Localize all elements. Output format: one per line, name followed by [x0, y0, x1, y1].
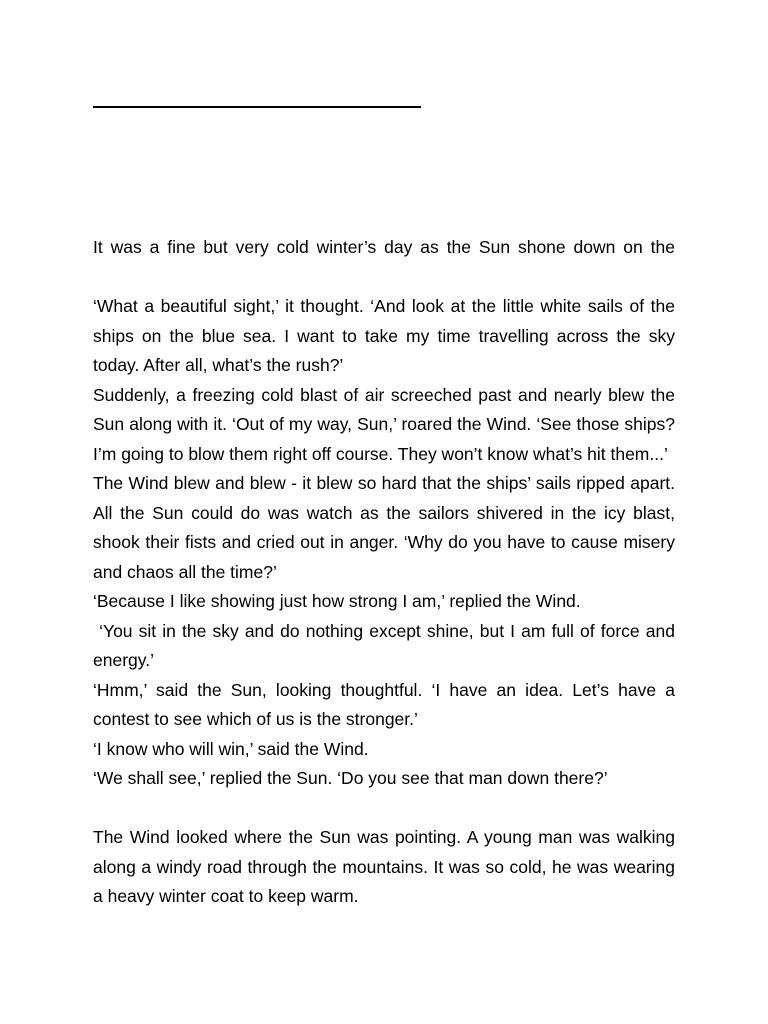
horizontal-rule: [93, 106, 421, 108]
paragraph-4: The Wind blew and blew - it blew so hard that the ships’ sails ripped apart. All the Sun could do was watch as the sailors shivered in the icy blast, shook their fists and cried out in anger. ‘Why do you have to cause misery and chaos all the time?’: [93, 473, 675, 582]
paragraph-gap: [93, 794, 675, 824]
paragraph-5: ‘Because I like showing just how strong I am,’ replied the Wind.: [93, 591, 581, 611]
paragraph-10: The Wind looked where the Sun was pointing. A young man was walking along a windy road through the mountains. It was so cold, he was wearing a heavy winter coat to keep warm.: [93, 827, 675, 906]
paragraph-2: ‘What a beautiful sight,’ it thought. ‘And look at the little white sails of the ships on the blue sea. I want to take my time travelling across the sky today. After all, what’s the rush?’: [93, 296, 675, 375]
paragraph-9: ‘We shall see,’ replied the Sun. ‘Do you see that man down there?’: [93, 768, 608, 788]
story-text: [93, 233, 680, 912]
paragraph-6: ‘You sit in the sky and do nothing except shine, but I am full of force and energy.’: [93, 620, 680, 670]
paragraph-8: ‘I know who will win,’ said the Wind.: [93, 738, 369, 759]
paragraph-7: ‘Hmm,’ said the Sun, looking thoughtful. ‘I have an idea. Let’s have a contest to see which of us is the stronger.’: [93, 679, 675, 729]
paragraph-1: It was a fine but very cold winter’s day as the Sun shone down on the: [93, 237, 675, 257]
paragraph-gap: [93, 263, 675, 293]
paragraph-3: Suddenly, a freezing cold blast of air screeched past and nearly blew the Sun along with it. ‘Out of my way, Sun,’ roared the Wind. ‘See those ships? I’m going to blow them right off course. They won’t know what’s hit them...’: [93, 384, 675, 464]
